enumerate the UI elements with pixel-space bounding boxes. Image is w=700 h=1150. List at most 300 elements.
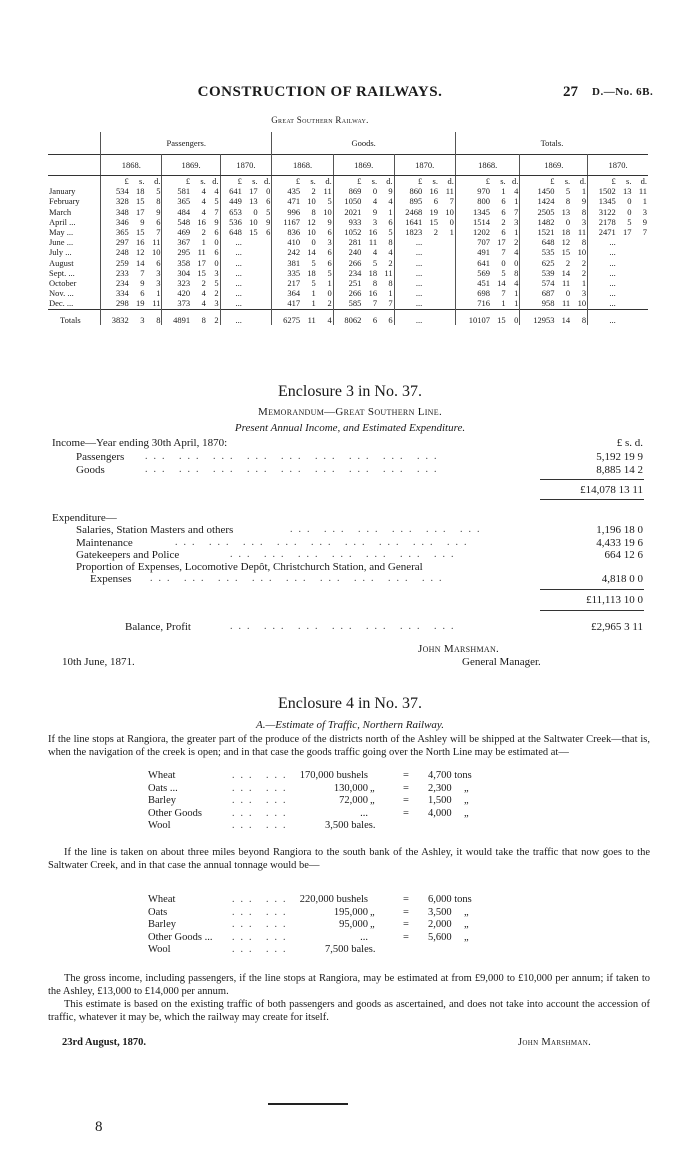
table-cell: 0	[253, 206, 258, 217]
table-cell: ...	[394, 309, 423, 325]
table-cell: 0	[311, 237, 316, 248]
table-cell: 348	[116, 206, 129, 217]
table-cell: 0	[317, 288, 333, 298]
table-cell: 6	[501, 206, 506, 217]
table-row	[48, 207, 648, 217]
table-cell	[439, 237, 455, 247]
table-cell: 9	[207, 217, 220, 227]
table-cell: 574	[541, 278, 555, 289]
table-cell: 8	[378, 237, 394, 247]
table-cell: 534	[116, 186, 129, 197]
unit-label: s.	[626, 176, 632, 186]
table-cell: 491	[477, 247, 490, 258]
table-cell: ...	[609, 288, 616, 299]
table-cell: 16	[429, 186, 438, 197]
document-reference: D.—No. 6B.	[592, 86, 654, 98]
table-cell: 8	[191, 309, 207, 325]
table-cell: 4	[201, 206, 206, 217]
table-cell: 3	[145, 268, 161, 278]
leader-dots: ... ... ... ... ... ...	[290, 524, 486, 535]
enclosure-4-title: Enclosure 4 in No. 37.	[278, 695, 422, 712]
table-cell: 18	[307, 267, 316, 278]
table-cell: 2	[501, 216, 506, 227]
year-header: 1870.	[588, 155, 648, 176]
table-cell: 1	[501, 186, 506, 197]
table-cell: 3	[145, 278, 161, 288]
table-cell: 11	[368, 237, 378, 248]
table-cell: 8	[311, 206, 316, 217]
table-cell: 1	[378, 207, 394, 217]
table-cell: 3832	[101, 309, 130, 325]
estimate-qty: 7,500 bales.	[325, 944, 376, 955]
table-cell: ...	[415, 288, 423, 299]
unit-label: d.	[317, 176, 333, 187]
table-cell: 1514	[472, 216, 490, 227]
unit-label: £	[611, 176, 616, 186]
table-cell: 4	[507, 278, 520, 288]
table-cell: 5	[501, 267, 506, 278]
table-cell: ...	[609, 247, 616, 258]
estimate-eq: =	[403, 795, 409, 806]
table-cell: 0	[565, 288, 571, 299]
estimate-item: Other Goods	[148, 807, 202, 819]
divider	[540, 479, 644, 480]
table-corner	[48, 155, 101, 176]
estimate-paragraph-4: This estimate is based on the existing traffic of both passengers and goods as ascertained, and does not take into account the accession of traffic, whatever it may be, which the railway may create for itself.	[48, 999, 650, 1023]
unit-label: d.	[507, 176, 520, 187]
table-cell	[259, 268, 272, 278]
leader-dots: ... ... ... ... ... ... ...	[230, 549, 460, 560]
estimate-eq: =	[403, 807, 409, 819]
table-cell: 0	[565, 216, 571, 227]
table-cell	[617, 268, 633, 278]
table-cell: 5	[627, 216, 632, 227]
leader-dots: ... ...	[232, 931, 292, 943]
table-cell	[439, 278, 455, 288]
table-cell	[617, 288, 633, 298]
table-cell: 12	[307, 216, 316, 227]
table-cell: 367	[177, 237, 191, 248]
table-cell	[259, 298, 272, 309]
table-cell: 2021	[344, 206, 362, 217]
estimate-qty: 3,500 bales.	[325, 820, 376, 831]
table-cell: 328	[116, 196, 129, 207]
table-cell: 707	[477, 237, 490, 248]
table-cell: 933	[348, 216, 362, 227]
table-cell: 2471	[598, 227, 616, 238]
table-cell: ...	[415, 237, 423, 248]
expenditure-proportion-label: Proportion of Expenses, Locomotive Depôt, Christchurch Station, and General	[76, 561, 423, 573]
table-cell: 648	[541, 237, 555, 248]
table-cell: 6	[378, 217, 394, 227]
table-cell: ...	[415, 267, 423, 278]
unit-label: s.	[200, 176, 206, 186]
table-cell	[243, 237, 259, 247]
table-cell: 7	[642, 227, 647, 238]
table-cell: 346	[116, 216, 129, 227]
table-cell	[617, 237, 633, 247]
table-cell: 7	[378, 298, 394, 309]
estimate-qty: 220,000 bushels	[299, 894, 368, 905]
table-cell: 1502	[598, 186, 616, 197]
table-cell: 9	[571, 196, 587, 206]
unit-label: £	[237, 176, 242, 186]
estimate-item: Wheat	[148, 894, 176, 905]
page-title: CONSTRUCTION OF RAILWAYS.	[197, 84, 443, 100]
table-cell: 895	[409, 196, 423, 207]
table-cell: 6	[433, 196, 438, 207]
table-cell: 4	[317, 309, 333, 325]
table-cell: 7	[507, 207, 520, 217]
table-cell: 15	[135, 227, 145, 238]
unit-label: s.	[252, 176, 258, 186]
table-cell	[617, 258, 633, 268]
table-cell: 536	[229, 216, 242, 227]
expenditure-salaries-label: Salaries, Station Masters and others	[76, 524, 234, 536]
table-cell: 10	[307, 196, 316, 207]
estimate-eq: =	[403, 894, 409, 905]
table-cell: 2	[378, 258, 394, 268]
month-label: April ...	[48, 217, 101, 227]
leader-dots: ... ... ... ... ... ... ... ... ...	[175, 537, 473, 548]
table-cell: 1	[642, 196, 647, 207]
table-cell: 10	[571, 247, 587, 257]
estimate-item: Other Goods ...	[148, 931, 213, 943]
enclosure-3-title: Enclosure 3 in No. 37.	[278, 383, 422, 400]
table-cell: 2	[207, 309, 220, 325]
table-cell: ...	[235, 267, 242, 278]
table-cell: 17	[135, 206, 145, 217]
estimate-eq: =	[403, 770, 409, 781]
table-cell: ...	[235, 257, 242, 268]
table-cell	[632, 278, 648, 288]
table-cell: 869	[348, 186, 362, 197]
estimate-qty: ...	[360, 931, 368, 943]
table-cell: 6	[317, 227, 333, 237]
table-cell: 585	[348, 298, 362, 309]
table-cell: 3	[571, 288, 587, 298]
table-cell: 1202	[472, 227, 490, 238]
table-cell: 14	[561, 267, 571, 278]
table-cell	[423, 309, 439, 325]
table-cell: 11	[571, 227, 587, 237]
table-cell: 295	[177, 247, 191, 258]
table-cell: 6	[140, 288, 145, 299]
estimate-item: Wool	[148, 944, 171, 955]
table-cell: 6275	[272, 309, 301, 325]
table-cell: 1482	[537, 216, 555, 227]
table-cell: 248	[116, 247, 129, 258]
estimate-ditto: „	[370, 906, 375, 918]
table-group-header: Passengers.	[101, 132, 272, 155]
table-cell: ...	[609, 257, 616, 268]
table-cell: 19	[135, 298, 145, 309]
estimate-item: Barley	[148, 795, 176, 806]
table-cell: 1	[507, 288, 520, 298]
table-cell: 14	[135, 257, 145, 268]
estimate-ditto: „	[370, 795, 375, 806]
table-caption: Great Southern Railway.	[271, 115, 369, 125]
leader-dots: ... ...	[232, 782, 292, 794]
table-cell: 242	[287, 247, 301, 258]
table-cell: 435	[287, 186, 301, 197]
expenditure-total: £11,113 10 0	[586, 594, 643, 606]
month-label: October	[48, 278, 101, 288]
table-cell: 581	[177, 186, 191, 197]
estimate-tdit: „	[464, 795, 469, 806]
table-row	[48, 227, 648, 237]
table-cell	[259, 288, 272, 298]
table-cell: 15	[249, 227, 258, 238]
table-cell: 1345	[598, 196, 616, 207]
unit-label: s.	[500, 176, 506, 186]
table-cell: 297	[116, 237, 129, 248]
table-cell: 1521	[537, 227, 555, 238]
year-header: 1869.	[520, 155, 588, 176]
table-cell: 234	[348, 267, 362, 278]
table-cell: 7	[501, 247, 506, 258]
estimate-paragraph-2: If the line is taken on about three miles beyond Rangiora to the south bank of the Ashley, it would take the traffic that now goes to the Saltwater Creek, and in that case the annual tonnage would be—	[48, 847, 650, 871]
table-cell: 9	[372, 206, 378, 217]
table-cell: 17	[622, 227, 632, 238]
table-cell: 10	[317, 207, 333, 217]
table-cell: 2	[317, 298, 333, 309]
table-cell: 234	[116, 278, 129, 289]
memorandum-subtitle: Present Annual Income, and Estimated Expenditure.	[234, 422, 466, 434]
unit-label: £	[418, 176, 423, 186]
table-cell: 15	[491, 309, 507, 325]
table-cell: 4891	[162, 309, 191, 325]
unit-label: £	[485, 176, 490, 186]
table-row	[48, 278, 648, 288]
table-cell: ...	[235, 288, 242, 299]
divider	[540, 499, 644, 500]
table-cell: 6	[501, 196, 506, 207]
table-cell: 6	[259, 196, 272, 206]
table-cell: 9	[259, 217, 272, 227]
table-cell: 11	[561, 298, 571, 309]
table-cell: 5	[565, 186, 571, 197]
table-cell: 0	[372, 186, 378, 197]
table-cell: 18	[135, 186, 145, 197]
table-cell: 1	[317, 278, 333, 288]
year-header: 1870.	[394, 155, 455, 176]
table-cell: 13	[561, 206, 571, 217]
table-cell: 7	[501, 288, 506, 299]
traffic-table	[48, 132, 648, 325]
estimate-qty: 195,000	[333, 906, 368, 918]
table-cell: 469	[177, 227, 191, 238]
table-cell: 800	[477, 196, 490, 207]
table-cell: 8	[145, 309, 161, 325]
estimate-tdit: „	[464, 906, 469, 918]
unit-label: s.	[432, 176, 438, 186]
table-cell: ...	[415, 278, 423, 289]
table-cell: 259	[116, 257, 129, 268]
table-cell: 266	[348, 288, 362, 299]
unit-label: d.	[145, 176, 161, 187]
leader-dots: ... ... ... ... ... ... ...	[230, 621, 460, 632]
table-cell: 1823	[405, 227, 423, 238]
closing-rule	[268, 1103, 348, 1105]
divider	[540, 610, 644, 611]
table-cell: ...	[588, 309, 617, 325]
income-passengers-amount: 5,192 19 9	[596, 451, 643, 463]
table-cell: 6	[317, 258, 333, 268]
leader-dots: ... ... ... ... ... ... ... ... ...	[145, 451, 443, 462]
table-cell: 7	[439, 196, 455, 206]
table-cell: 0	[259, 186, 272, 196]
income-total: £14,078 13 11	[580, 484, 643, 496]
table-cell: 0	[507, 309, 520, 325]
table-cell: 0	[627, 196, 632, 207]
table-cell: 449	[229, 196, 242, 207]
table-cell: 8	[507, 268, 520, 278]
estimate-tdit: „	[464, 782, 469, 794]
table-cell: 539	[541, 267, 555, 278]
table-cell: ...	[609, 267, 616, 278]
table-row	[48, 247, 648, 257]
table-cell: 13	[622, 186, 632, 197]
table-cell: 6	[501, 227, 506, 238]
table-row	[48, 288, 648, 298]
table-cell: 281	[348, 237, 362, 248]
month-label: Totals	[48, 309, 101, 325]
table-cell: 410	[287, 237, 301, 248]
month-label: July ...	[48, 247, 101, 257]
table-cell: 9	[140, 216, 145, 227]
table-cell	[632, 247, 648, 257]
table-cell: 11	[439, 186, 455, 196]
table-cell	[243, 298, 259, 309]
table-cell: ...	[415, 247, 423, 258]
unit-label: s.	[564, 176, 571, 186]
table-cell: ...	[220, 309, 243, 325]
table-cell: 4	[201, 186, 206, 197]
table-cell: 365	[177, 196, 191, 207]
estimate-tons: 2,300	[428, 782, 452, 794]
table-cell: 1	[507, 196, 520, 206]
table-cell: 1050	[344, 196, 362, 207]
table-cell: 4	[201, 298, 206, 309]
table-cell	[632, 258, 648, 268]
table-row	[48, 237, 648, 247]
balance-amount: £2,965 3 11	[591, 621, 643, 633]
table-cell: 14	[307, 247, 316, 258]
table-row	[48, 298, 648, 309]
table-cell: 2468	[405, 206, 423, 217]
table-cell: 10	[145, 247, 161, 257]
unit-label: s.	[371, 176, 378, 186]
estimate-paragraph-1: If the line stops at Rangiora, the greater part of the produce of the districts north of the Ashley will be shipped at the Saltwater Creek—that is, when the navigation of the creek is open; and in that case the goods traffic going over the North Line may be estimated at—	[48, 734, 650, 758]
table-cell: 2	[201, 227, 206, 238]
table-cell	[243, 268, 259, 278]
table-cell: 10	[571, 298, 587, 309]
table-cell	[259, 258, 272, 268]
table-cell: 3	[372, 216, 378, 227]
expenditure-expenses-amount: 4,818 0 0	[601, 573, 643, 585]
table-cell	[423, 288, 439, 298]
table-cell: 3	[207, 298, 220, 309]
estimate-tons: 4,000	[428, 807, 452, 819]
month-label: January	[48, 186, 101, 196]
table-cell: 1	[311, 288, 316, 299]
table-cell: 17	[249, 186, 258, 197]
leader-dots: ... ...	[232, 807, 292, 819]
unit-label: £	[357, 176, 362, 186]
table-cell: 4	[201, 196, 206, 207]
table-cell: 335	[287, 267, 301, 278]
table-group-header: Totals.	[540, 137, 564, 148]
table-cell: 3	[207, 268, 220, 278]
table-cell: 10	[439, 207, 455, 217]
table-cell: 11	[145, 237, 161, 247]
table-cell	[617, 298, 633, 309]
leader-dots: ... ...	[232, 944, 292, 955]
leader-dots: ... ...	[232, 894, 292, 905]
memorandum-heading: Memorandum—Great Southern Line.	[258, 406, 442, 418]
estimate-qty: 170,000 bushels	[299, 770, 368, 781]
leader-dots: ... ...	[232, 919, 292, 930]
table-row	[48, 258, 648, 268]
memo-date: 10th June, 1871.	[62, 656, 135, 668]
table-cell	[617, 309, 633, 325]
table-cell: 2178	[598, 216, 616, 227]
estimate-eq: =	[403, 906, 409, 918]
page-marker: 8	[95, 1119, 103, 1135]
table-cell: 1345	[472, 206, 490, 217]
table-cell: 417	[287, 298, 301, 309]
table-cell: 6	[362, 309, 378, 325]
estimate-date: 23rd August, 1870.	[62, 1037, 147, 1048]
table-cell	[632, 298, 648, 309]
table-cell: 2	[571, 258, 587, 268]
table-cell	[632, 288, 648, 298]
table-cell: 6	[145, 217, 161, 227]
table-cell: 12	[135, 247, 145, 258]
divider	[540, 589, 644, 590]
table-cell: 548	[177, 216, 191, 227]
table-cell: 8	[565, 196, 571, 207]
signer-title: General Manager.	[462, 656, 541, 668]
table-cell: 3	[571, 217, 587, 227]
table-cell: ...	[415, 298, 423, 309]
table-cell: 19	[429, 206, 438, 217]
table-cell: 11	[197, 247, 206, 258]
table-cell	[439, 288, 455, 298]
table-cell: 687	[541, 288, 555, 299]
table-cell: 3122	[598, 206, 616, 217]
unit-label: £	[124, 176, 129, 186]
table-cell: 641	[477, 257, 490, 268]
estimate-qty: 95,000	[339, 919, 368, 930]
table-cell: 5	[259, 207, 272, 217]
table-cell: 716	[477, 298, 490, 309]
month-label: June ...	[48, 237, 101, 247]
table-cell: 451	[477, 278, 490, 289]
table-cell	[259, 247, 272, 257]
estimate-tdit: „	[464, 807, 469, 819]
table-cell	[423, 247, 439, 257]
table-row	[48, 196, 648, 206]
table-cell: 9	[317, 217, 333, 227]
unit-label: d.	[207, 176, 220, 187]
table-cell: 1	[378, 288, 394, 298]
table-cell: 1	[507, 227, 520, 237]
table-cell: 0	[627, 206, 632, 217]
table-cell: 10107	[455, 309, 491, 325]
table-cell	[439, 247, 455, 257]
